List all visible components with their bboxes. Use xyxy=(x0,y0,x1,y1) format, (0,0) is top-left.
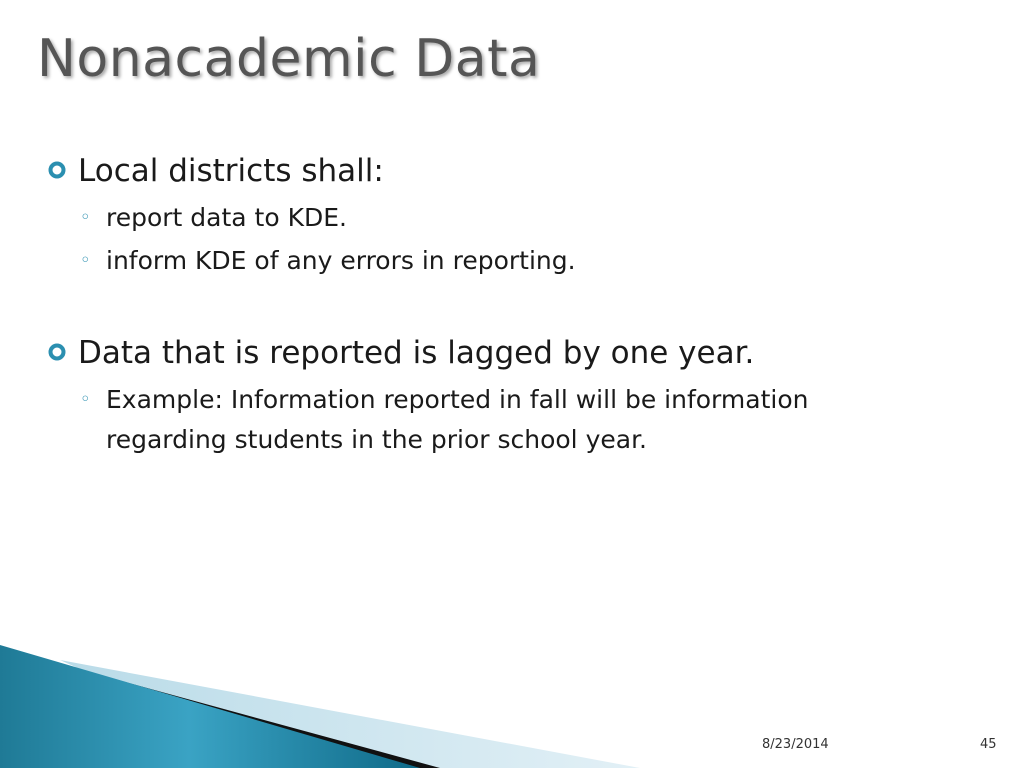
small-circle-bullet-icon: ◦ xyxy=(80,389,91,410)
slide-number: 45 xyxy=(980,737,997,752)
sub-bullet-item xyxy=(80,241,926,281)
sub-bullet-item xyxy=(80,380,916,460)
footer-date: 8/23/2014 xyxy=(762,737,829,752)
ring-bullet-icon xyxy=(48,161,66,179)
small-circle-bullet-icon: ◦ xyxy=(80,250,91,271)
ring-bullet-icon xyxy=(48,343,66,361)
sub-bullet-item xyxy=(80,198,926,238)
bullet-text: Data that is reported is lagged by one year. xyxy=(78,335,755,371)
sub-bullet-text: Example: Information reported in fall will be information regarding students in the prior school year. xyxy=(106,385,809,454)
slide-title: Nonacademic Data xyxy=(37,29,541,89)
band-light-wedge xyxy=(60,660,640,768)
sub-bullet-text: report data to KDE. xyxy=(106,203,347,232)
sub-bullet-text: inform KDE of any errors in reporting. xyxy=(106,246,576,275)
bullet-item xyxy=(78,333,754,373)
bullet-text: Local districts shall: xyxy=(78,153,384,189)
small-circle-bullet-icon: ◦ xyxy=(80,207,91,228)
bullet-item xyxy=(78,151,384,191)
band-teal-wedge xyxy=(0,645,420,768)
band-dark-line xyxy=(25,656,440,768)
